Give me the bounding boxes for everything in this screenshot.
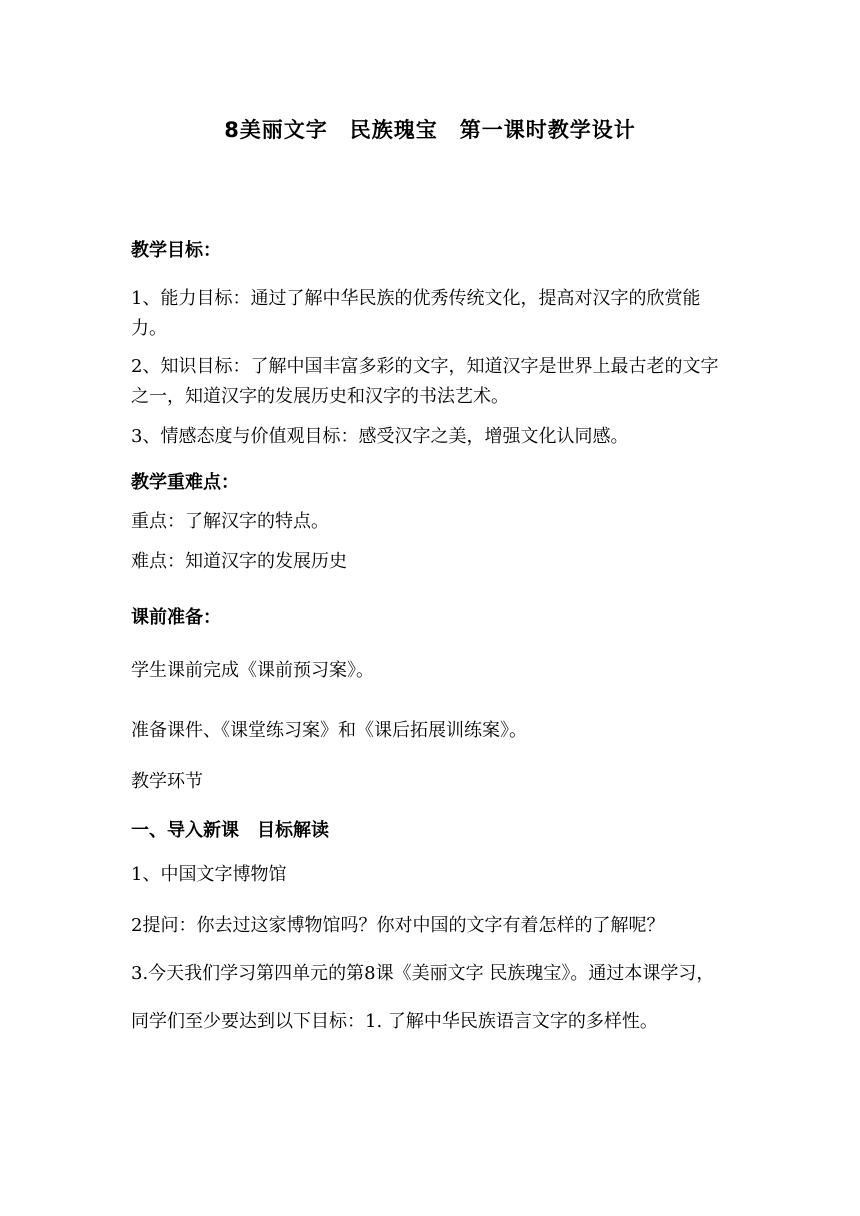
goal-emotion: 3、情感态度与价值观目标：感受汉字之美，增强文化认同感。	[131, 426, 629, 447]
list-item: 3.今天我们学习第四单元的第8课《美丽文字 民族瑰宝》。通过本课学习，同学们至少要达到以下目标：1. 了解中华民族语言文字的多样性。	[131, 963, 715, 1032]
difficult-point: 难点：知道汉字的发展历史	[131, 551, 347, 572]
goals-heading: 教学目标：	[131, 240, 221, 261]
list-item: 1、中国文字博物馆	[131, 864, 287, 885]
teaching-steps-label: 教学环节	[131, 771, 203, 792]
goal-ability: 1、能力目标：通过了解中华民族的优秀传统文化，提高对汉字的欣赏能力。	[131, 288, 701, 339]
goal-knowledge: 2、知识目标：了解中国丰富多彩的文字，知道汉字是世界上最古老的文字之一，知道汉字的发展历史和汉字的书法艺术。	[131, 356, 719, 407]
preparation-heading: 课前准备：	[131, 607, 221, 628]
document-title: 8美丽文字 民族瑰宝 第一课时教学设计	[224, 118, 636, 142]
section-heading: 一、导入新课 目标解读	[131, 820, 329, 841]
key-points-heading: 教学重难点：	[131, 472, 239, 493]
list-item: 2提问：你去过这家博物馆吗？你对中国的文字有着怎样的了解呢？	[131, 915, 665, 936]
key-point: 重点：了解汉字的特点。	[131, 511, 329, 532]
preparation-item: 准备课件、《课堂练习案》和《课后拓展训练案》。	[131, 720, 527, 741]
preparation-item: 学生课前完成《课前预习案》。	[131, 660, 374, 681]
